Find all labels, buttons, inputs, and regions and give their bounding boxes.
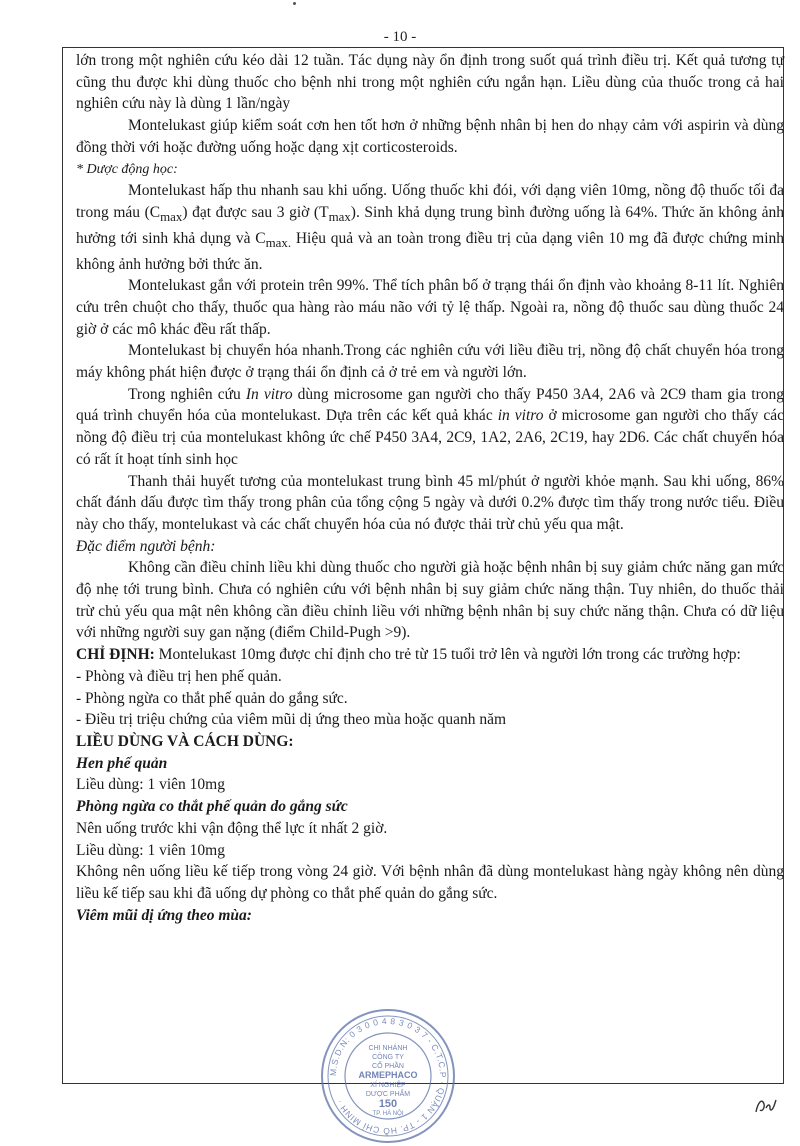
indication-item: - Phòng và điều trị hen phế quản. <box>76 667 282 685</box>
seal-line: CHI NHÁNH <box>368 1045 408 1052</box>
seal-line: ARMEPHACO <box>358 1070 418 1080</box>
paragraph-distribution: Montelukast gắn với protein trên 99%. Thể tích phân bố ở trạng thái ổn định vào khoảng 8-11 lít. Nghiên cứu trên chuột cho thấy, thuốc qua hàng rào máu não với tỷ lệ thấp. Ngoài ra, nồng độ thuốc sau dùng thuốc 24 giờ ở các mô khác đều rất thấp. <box>76 277 784 338</box>
rhinitis-heading: Viêm mũi dị ứng theo mùa: <box>76 906 252 924</box>
exercise-heading: Phòng ngừa co thắt phế quản do gắng sức <box>76 798 348 816</box>
document-body <box>76 50 784 926</box>
tmax-subscript: max <box>328 209 351 225</box>
cmax-subscript: max <box>160 209 183 225</box>
indication-item: - Phòng ngừa co thắt phế quản do gắng sức. <box>76 689 348 707</box>
cmax-subscript-2: max. <box>265 234 292 250</box>
seal-line: DƯỢC PHẨM <box>365 1091 411 1098</box>
exercise-note: Không nên uống liều kế tiếp trong vòng 24 giờ. Với bệnh nhân đã dùng montelukast hàng ngày không nên dùng liều kế tiếp sau khi đã uống dự phòng co thắt phế quản do gắng sức. <box>76 863 784 902</box>
dosage-heading: LIỀU DÙNG VÀ CÁCH DÙNG: <box>76 732 294 750</box>
indication-label: CHỈ ĐỊNH: <box>76 646 155 664</box>
indication-item: - Điều trị triệu chứng của viêm mũi dị ứng theo mùa hoặc quanh năm <box>76 711 507 729</box>
page-number: - 10 - <box>383 29 417 45</box>
in-vitro-italic-2: in vitro <box>497 407 544 425</box>
in-vitro-text-a: Trong nghiên cứu <box>128 385 246 403</box>
absorption-text-c: ). Sinh khả dụng trung bình đường uống là 64%. Thức ăn không ảnh hưởng tới sinh khả dụng và C <box>76 203 784 247</box>
absorption-text-d: Hiệu quả và an toàn trong điều trị của dạng viên 10 mg đã được chứng minh không ảnh hưởng bởi thức ăn. <box>76 229 785 273</box>
asthma-dose: Liều dùng: 1 viên 10mg <box>76 776 225 794</box>
indication-text: Montelukast 10mg được chỉ định cho trẻ từ 15 tuổi trở lên và người lớn trong các trường hợp: <box>154 646 741 664</box>
exercise-timing: Nên uống trước khi vận động thể lực ít nhất 2 giờ. <box>76 819 388 837</box>
paragraph-clearance: Thanh thải huyết tương của montelukast trung bình 45 ml/phút ở người khỏe mạnh. Sau khi uống, 86% chất đánh dấu được tìm thấy trong phân của tổng cộng 5 ngày và dưới 0.2% được tìm thấy trong nước tiểu. Điều này cho thấy, montelukast và các chất chuyển hóa của nó được thải trừ chủ yếu qua mật. <box>76 472 784 533</box>
in-vitro-text-b: dùng microsome gan người cho thấy P450 3A4, 2A6 và 2C9 tham gia trong quá trình chuyển hóa của montelukast. Dựa trên các kết quả khác <box>76 385 784 425</box>
absorption-text-a: Montelukast hấp thu nhanh sau khi uống. Uống thuốc khi đói, với dạng viên 10mg, nồng độ thuốc tối đa trong máu (C <box>76 182 784 221</box>
paragraph-metabolism: Montelukast bị chuyển hóa nhanh.Trong các nghiên cứu với liều điều trị, nồng độ chất chuyển hóa trong máy không phát hiện được ở trạng thái ổn định cả ở trẻ em và người lớn. <box>76 342 784 382</box>
company-seal <box>318 1006 458 1146</box>
pharmacokinetics-heading: * Dược động học: <box>76 161 178 177</box>
seal-line: 150 <box>378 1098 398 1110</box>
scan-speck <box>293 2 296 5</box>
patient-characteristics-heading: Đặc điểm người bệnh: <box>76 537 216 555</box>
paragraph-aspirin: Montelukast giúp kiểm soát cơn hen tốt hơn ở những bệnh nhân bị hen do nhạy cảm với aspirin và dùng đồng thời với hoặc đường uống hoặc dạng xịt corticosteroids. <box>76 117 784 156</box>
in-vitro-text-c: ở microsome gan người cho thấy các nồng độ điều trị của montelukast không ức chế P450 3A4, 2C9, 1A2, 2A6, 2C19, hay 2D6. Các chất chuyển hóa có rất ít hoạt tính sinh học <box>76 407 785 468</box>
signature-mark <box>752 1094 782 1118</box>
in-vitro-italic-1: In vitro <box>245 385 293 403</box>
paragraph-efficacy: lớn trong một nghiên cứu kéo dài 12 tuần. Tác dụng này ổn định trong suốt quá trình điều trị. Kết quả tương tự cũng thu được khi dùng thuốc cho bệnh nhi trong một nghiên cứu ngắn hạn. Liều dùng của thuốc trong cả hai nghiên cứu này là dùng 1 lần/ngày <box>76 52 784 113</box>
seal-line: XÍ NGHIỆP <box>370 1082 406 1089</box>
paragraph-absorption <box>76 180 784 275</box>
absorption-text-b: ) đạt được sau 3 giờ (T <box>182 203 329 221</box>
seal-line: CÔNG TY <box>372 1054 404 1061</box>
seal-ring-text: M.S.D.N: 0 3 0 0 4 8 3 0 3 7 - C.T.C.P · QUẬN 1 - TP. HỒ CHÍ MINH · <box>327 1015 449 1137</box>
seal-line: TP. HÀ NỘI <box>372 1111 404 1117</box>
paragraph-indication <box>76 644 784 666</box>
asthma-heading: Hen phế quản <box>76 754 168 772</box>
exercise-dose: Liều dùng: 1 viên 10mg <box>76 841 225 859</box>
seal-line: CỔ PHẦN <box>372 1063 404 1070</box>
paragraph-in-vitro <box>76 384 784 471</box>
paragraph-patient-characteristics: Không cần điều chỉnh liều khi dùng thuốc cho người già hoặc bệnh nhân bị suy giảm chức năng gan mức độ nhẹ tới trung bình. Chưa có nghiên cứu với bệnh nhân bị suy giảm chức năng thận. Tuy nhiên, do thuốc thải trừ chủ yếu qua mật nên không cần điều chỉnh liều với những bệnh nhân bị suy chức năng thận. Chưa có dữ liệu với những người suy gan nặng (điểm Child-Pugh >9). <box>76 559 784 642</box>
